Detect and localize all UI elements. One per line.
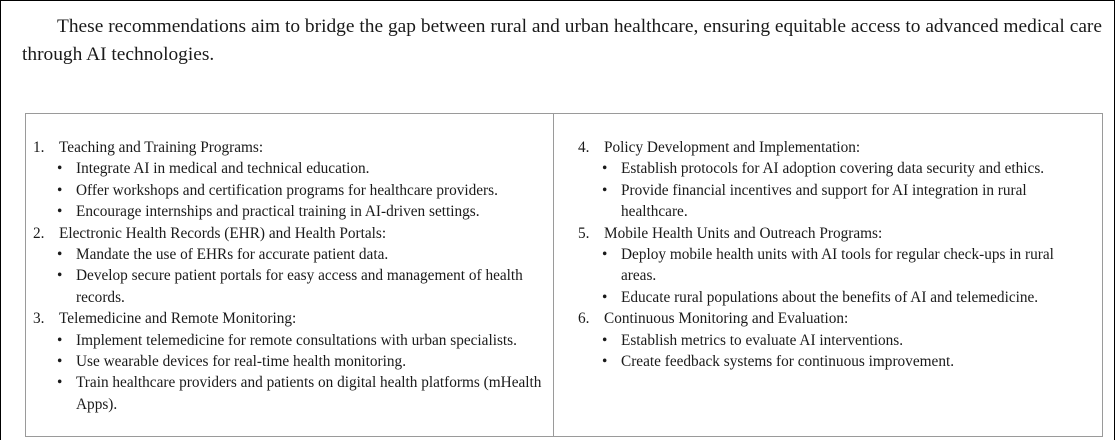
list-item: • Implement telemedicine for remote consultations with urban specialists. — [33, 330, 553, 351]
list-item: • Train healthcare providers and patients on digital health platforms (mHealth Apps). — [33, 372, 553, 415]
section-number: 1. — [33, 139, 45, 156]
section-heading — [33, 223, 553, 244]
section-heading — [33, 137, 553, 158]
section-number: 6. — [578, 310, 590, 328]
bullet-list — [578, 330, 1102, 373]
list-item: • Deploy mobile health units with AI tools for regular check-ups in rural areas. — [578, 244, 1066, 287]
intro-paragraph: These recommendations aim to bridge the gap between rural and urban healthcare, ensuring equitable access to advanced medical care through AI technologies. — [22, 16, 1102, 65]
section-teaching-training — [33, 137, 553, 223]
bullet-list — [33, 158, 553, 222]
bullet-list — [33, 244, 553, 308]
list-item: • Mandate the use of EHRs for accurate patient data. — [33, 244, 553, 265]
list-item: • Encourage internships and practical training in AI-driven settings. — [33, 201, 553, 222]
section-title: Mobile Health Units and Outreach Programs: — [604, 224, 883, 242]
section-heading — [578, 223, 1102, 244]
section-mobile-health — [578, 223, 1102, 309]
list-item: • Establish metrics to evaluate AI interventions. — [578, 330, 1066, 351]
section-heading — [33, 308, 553, 329]
section-number: 3. — [33, 310, 45, 328]
section-title: Continuous Monitoring and Evaluation: — [604, 310, 849, 328]
list-item: • Educate rural populations about the benefits of AI and telemedicine. — [578, 287, 1066, 308]
bullet-list — [33, 330, 553, 416]
section-ehr-portals — [33, 223, 553, 309]
section-title: Telemedicine and Remote Monitoring: — [59, 310, 297, 328]
right-column — [554, 114, 1102, 436]
list-item: • Create feedback systems for continuous improvement. — [578, 351, 1066, 372]
bullet-list — [578, 244, 1102, 308]
section-telemedicine — [33, 308, 553, 415]
section-monitoring-evaluation — [578, 308, 1102, 372]
bullet-list — [578, 158, 1102, 222]
section-number: 2. — [33, 224, 45, 242]
section-title: Electronic Health Records (EHR) and Health Portals: — [59, 224, 387, 242]
section-number: 5. — [578, 224, 590, 242]
list-item: • Establish protocols for AI adoption covering data security and ethics. — [578, 158, 1066, 179]
section-heading — [578, 308, 1102, 329]
recommendations-table — [25, 113, 1103, 437]
section-number: 4. — [578, 139, 590, 156]
section-heading — [578, 137, 1102, 158]
section-policy — [578, 137, 1102, 223]
list-item: • Offer workshops and certification programs for healthcare providers. — [33, 180, 553, 201]
list-item: • Provide financial incentives and support for AI integration in rural healthcare. — [578, 180, 1066, 223]
left-column — [26, 114, 554, 436]
list-item: • Use wearable devices for real-time health monitoring. — [33, 351, 553, 372]
list-item: • Develop secure patient portals for easy access and management of health records. — [33, 265, 553, 308]
list-item: • Integrate AI in medical and technical education. — [33, 158, 553, 179]
section-title: Policy Development and Implementation: — [604, 139, 861, 156]
section-title: Teaching and Training Programs: — [59, 139, 264, 156]
